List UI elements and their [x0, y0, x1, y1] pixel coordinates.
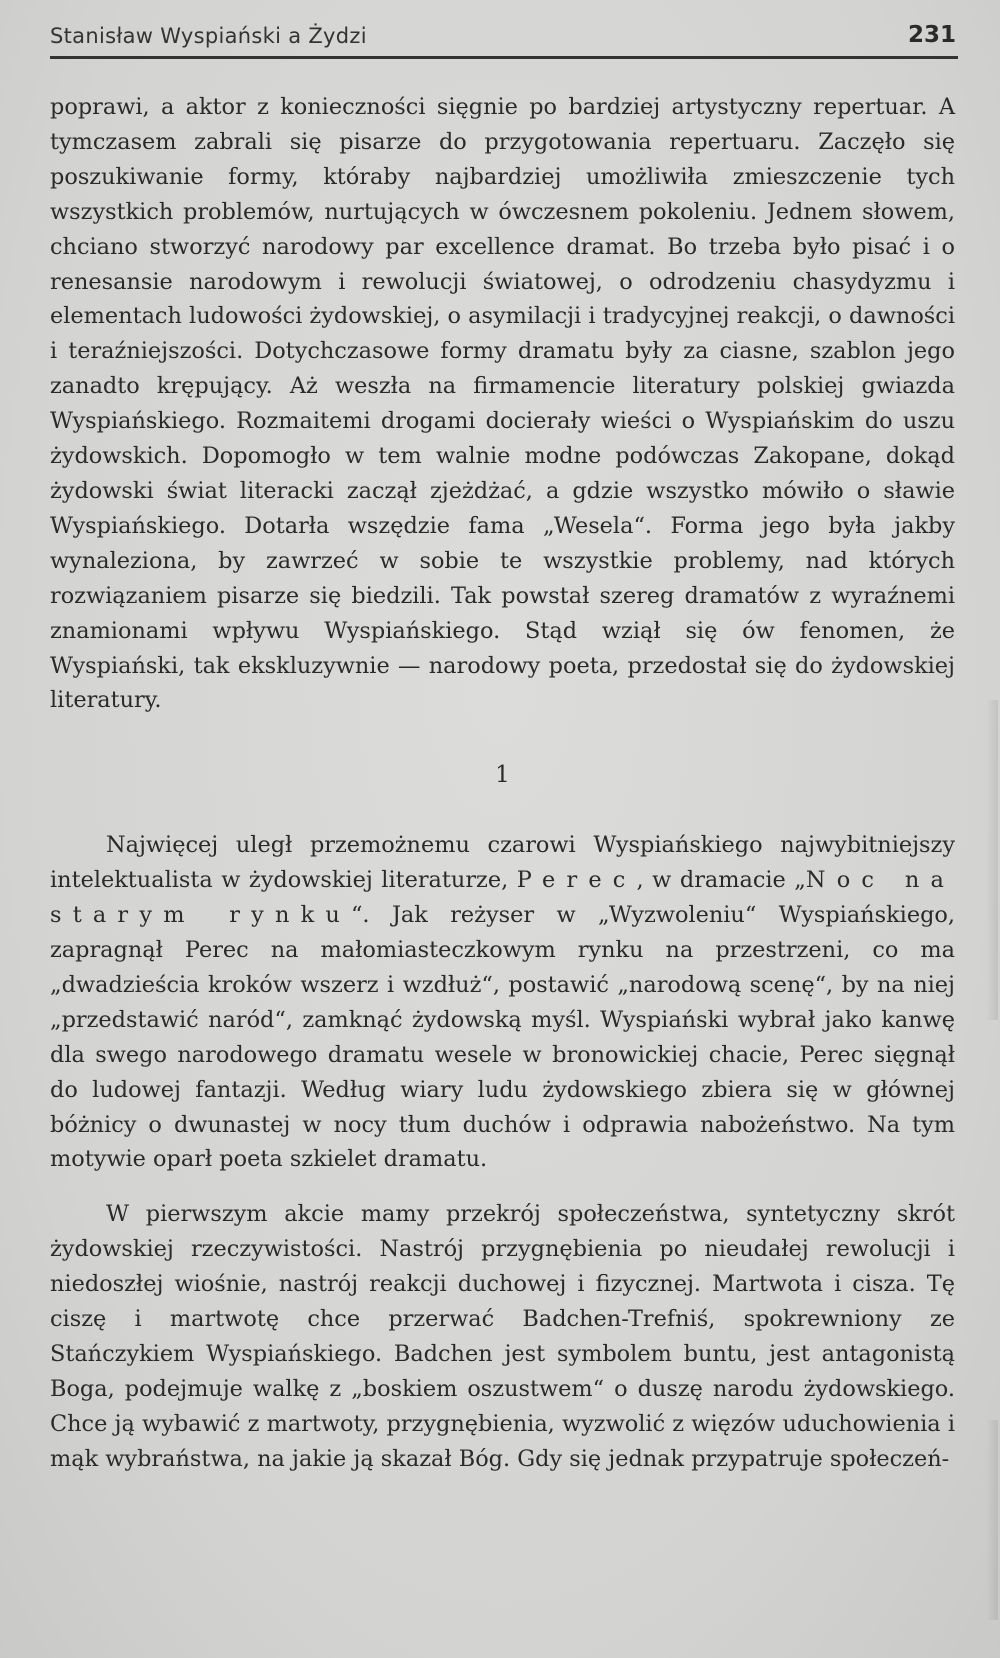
paragraph-section-2: W pierwszym akcie mamy przekrój społeczeństwa, syntetyczny skrót żydowskiej rzeczywistości. Nastrój przygnębienia po nieudałej rewolucji i niedoszłej wiośnie, nastrój reakcji duchowej i fizycznej. Martwota i cisza. Tę ciszę i martwotę chce przerwać Badchen-Trefniś, spokrewniony ze Stańczykiem Wyspiańskiego. Badchen jest symbolem buntu, jest antagonistą Boga, podejmuje walkę z „boskiem oszustwem“ o duszę narodu żydowskiego. Chce ją wybawić z martwoty, przygnębienia, wyzwolić z więzów uduchowienia i mąk wybraństwa, na jakie ją skazał Bóg. Gdy się jednak przypatruje społeczeń-: [50, 1201, 955, 1472]
paragraph-gap: [50, 1177, 955, 1197]
paragraph-text-after: “. Jak reżyser w „Wyzwoleniu“ Wyspiańskiego, zapragnął Perec na małomiasteczkowym rynku na przestrzeni, co ma „dwadzieścia kroków wszerz i wzdłuż“, postawić „narodową scenę“, by na niej „przedstawić naród“, zamknąć żydowską myśl. Wyspiański wybrał jako kanwę dla swego narodowego dramatu wesele w bronowickiej chacie, Perec sięgnął do ludowej fantazji. Według wiary ludu żydowskiego zbiera się w głównej bóżnicy o dwunastej w nocy tłum duchów i odprawia nabożeństwo. Na tym motywie oparł poeta szkielet dramatu.: [50, 902, 956, 1173]
play-title-spaced: Noc na starym rynku: [50, 867, 956, 929]
paragraph-text-before-author: Najwięcej uległ przemożnemu czarowi Wyspiańskiego najwybitniejszy intelektualista w żydowskiej literaturze,: [50, 832, 955, 894]
page-number: 231: [907, 22, 956, 48]
author-name-spaced: Perec: [516, 867, 637, 894]
section-number: 1: [495, 762, 510, 789]
page-edge-shadow: [986, 700, 998, 1020]
paragraph-text-middle: , w dramacie „: [636, 867, 806, 894]
paragraph-section-1: [50, 828, 955, 1177]
paragraph-continued: poprawi, a aktor z konieczności sięgnie po bardziej artystyczny repertuar. A tymczasem zabrali się pisarze do przygotowania repertuaru. Zaczęło się poszukiwanie formy, któraby najbardziej umożliwiła zmieszczenie tych wszystkich problemów, nurtujących w ówczesnem pokoleniu. Jednem słowem, chciano stworzyć narodowy par excellence dramat. Bo trzeba było pisać i o renesansie narodowym i rewolucji światowej, o odrodzeniu chasydyzmu i elementach ludowości żydowskiej, o asymilacji i tradycyjnej reakcji, o dawności i teraźniejszości. Dotychczasowe formy dramatu były za ciasne, szablon jego zanadto krępujący. Aż weszła na firmamencie literatury polskiej gwiazda Wyspiańskiego. Rozmaitemi drogami docierały wieści o Wyspiańskim do uszu żydowskich. Dopomogło w tem walnie modne podówczas Zakopane, dokąd żydowski świat literacki zaczął zjeżdżać, a gdzie wszystko mówiło o sławie Wyspiańskiego. Dotarła wszędzie fama „Wesela“. Forma jego była jakby wynaleziona, by zawrzeć w sobie te wszystkie problemy, nad których rozwiązaniem pisarze się biedzili. Tak powstał szereg dramatów z wyraźnemi znamionami wpływu Wyspiańskiego. Stąd wziął się ów fenomen, że Wyspiański, tak ekskluzywnie — narodowy poeta, przedostał się do żydowskiej literatury.: [50, 94, 955, 714]
page-body: [50, 90, 955, 1477]
running-head-title: Stanisław Wyspiański a Żydzi: [50, 24, 367, 48]
page-edge-shadow-lower: [986, 1420, 998, 1620]
header-rule: [50, 56, 958, 59]
running-head: [50, 20, 956, 56]
